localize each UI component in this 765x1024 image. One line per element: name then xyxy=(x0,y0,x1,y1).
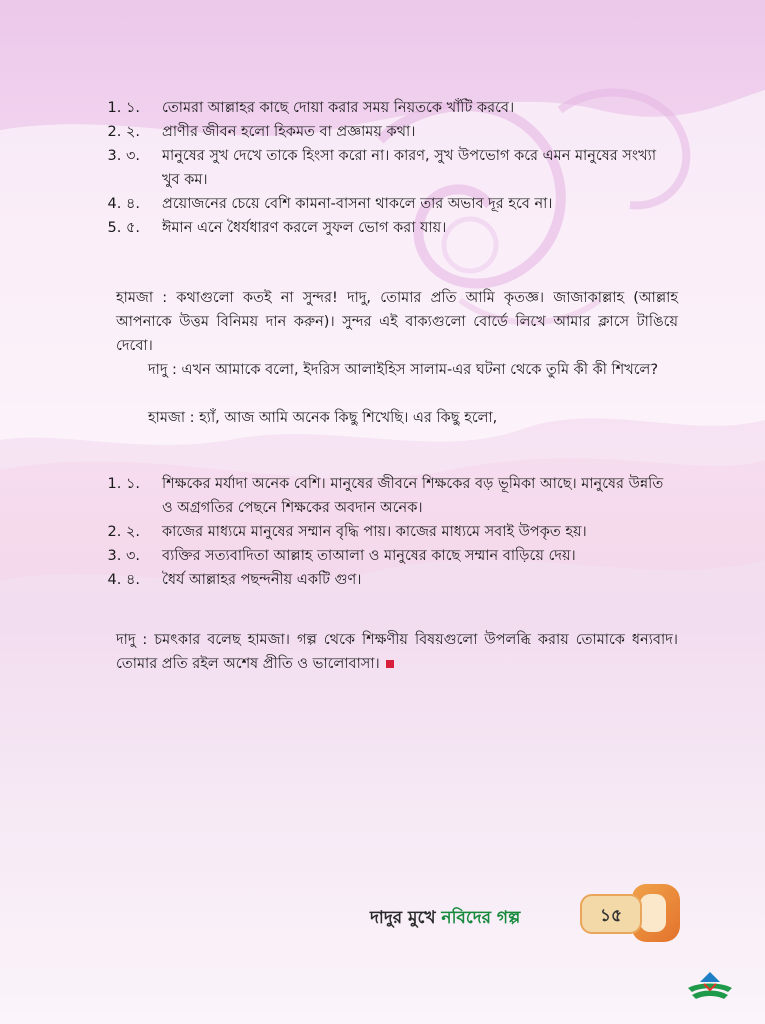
lessons-list-idris xyxy=(126,96,676,240)
list-item xyxy=(126,192,676,216)
list-item xyxy=(126,472,676,520)
list-item xyxy=(126,520,676,544)
list-item xyxy=(126,120,676,144)
dadu-question-paragraph: দাদু : এখন আমাকে বলো, ইদরিস আলাইহিস সালাম-এর ঘটনা থেকে তুমি কী কী শিখলে? xyxy=(148,362,659,378)
list-number: 3. ৩. xyxy=(126,148,141,164)
dadu-closing-paragraph xyxy=(116,628,678,676)
page-tab-inner-icon xyxy=(640,894,666,932)
end-square-icon xyxy=(386,660,394,668)
list-item xyxy=(126,96,676,120)
hamza-reply-paragraph: হামজা : কথাগুলো কতই না সুন্দর! দাদু, তোমার প্রতি আমি কৃতজ্ঞ। জাজাকাল্লাহ (আল্লাহ আপনাকে উত্তম বিনিময় দান করুন)। সুন্দর এই বাক্যগুলো বোর্ডে লিখে আমার ক্লাসে টাঙিয়ে দেবো। xyxy=(116,290,678,354)
list-number: 5. ৫. xyxy=(126,220,141,236)
list-text: ঈমান এনে ধৈর্যধারণ করলে সুফল ভোগ করা যায়। xyxy=(162,220,447,236)
list-number: 4. ৪. xyxy=(126,572,141,588)
closing-text: দাদু : চমৎকার বলেছ হামজা। গল্প থেকে শিক্ষণীয় বিষয়গুলো উপলব্ধি করায় তোমাকে ধন্যবাদ। তোমার প্রতি রইল অশেষ প্রীতি ও ভালোবাসা। xyxy=(116,632,678,672)
list-number: 1. ১. xyxy=(126,100,141,116)
page-number: ১৫ xyxy=(580,894,642,934)
list-number: 1. ১. xyxy=(126,476,141,492)
lessons-list-hamza xyxy=(126,472,676,592)
list-text: কাজের মাধ্যমে মানুষের সম্মান বৃদ্ধি পায়। কাজের মাধ্যমে সবাই উপকৃত হয়। xyxy=(162,524,587,540)
list-number: 3. ৩. xyxy=(126,548,141,564)
hamza-answer-intro: হামজা : হ্যাঁ, আজ আমি অনেক কিছু শিখেছি। এর কিছু হলো, xyxy=(148,410,498,426)
list-item xyxy=(126,216,676,240)
book-title-part2: নবিদের গল্প xyxy=(441,908,521,928)
list-text: মানুষের সুখ দেখে তাকে হিংসা করো না। কারণ, সুখ উপভোগ করে এমন মানুষের সংখ্যা খুব কম। xyxy=(162,148,657,188)
list-text: প্রাণীর জীবন হলো হিকমত বা প্রজ্ঞাময় কথা। xyxy=(162,124,416,140)
list-text: শিক্ষকের মর্যাদা অনেক বেশি। মানুষের জীবনে শিক্ষকের বড় ভূমিকা আছে। মানুষের উন্নতি ও অগ্রগতির পেছনে শিক্ষকের অবদান অনেক। xyxy=(162,476,664,516)
list-text: প্রয়োজনের চেয়ে বেশি কামনা-বাসনা থাকলে তার অভাব দূর হবে না। xyxy=(162,196,553,212)
list-number: 4. ৪. xyxy=(126,196,141,212)
list-item xyxy=(126,144,676,192)
book-title-part1: দাদুর মুখে xyxy=(370,908,442,928)
list-number: 2. ২. xyxy=(126,124,141,140)
list-text: ব্যক্তির সত্যবাদিতা আল্লাহ তাআলা ও মানুষের কাছে সম্মান বাড়িয়ে দেয়। xyxy=(162,548,576,564)
list-item xyxy=(126,568,676,592)
list-text: তোমরা আল্লাহর কাছে দোয়া করার সময় নিয়তকে খাঁটি করবে। xyxy=(162,100,515,116)
book-title-footer xyxy=(370,905,520,933)
list-text: ধৈর্য আল্লাহর পছন্দনীয় একটি গুণ। xyxy=(162,572,362,588)
publisher-logo-icon xyxy=(684,970,736,1004)
list-number: 2. ২. xyxy=(126,524,141,540)
list-item xyxy=(126,544,676,568)
